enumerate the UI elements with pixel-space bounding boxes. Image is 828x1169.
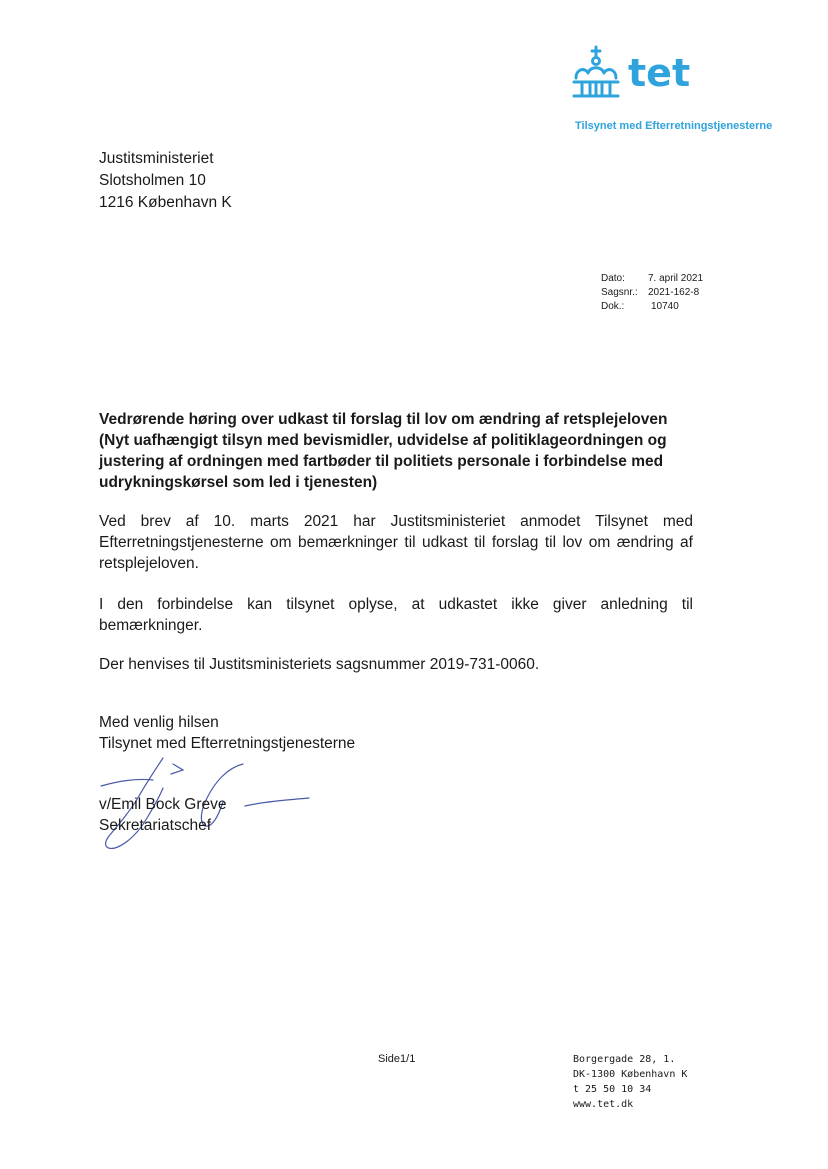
body-paragraph: I den forbindelse kan tilsynet oplyse, at udkastet ikke giver anledning til bemærkninger. <box>99 596 693 634</box>
recipient-address <box>99 148 232 214</box>
footer-city: DK-1300 København K <box>573 1069 688 1080</box>
meta-value: 2021-162-8 <box>648 287 700 298</box>
logo-word: tet <box>628 51 691 95</box>
closing <box>99 712 355 754</box>
meta-label: Dato: <box>601 273 625 284</box>
meta-label: Dok.: <box>601 301 625 312</box>
body-paragraph: Der henvises til Justitsministeriets sagsnummer 2019-731-0060. <box>99 656 540 673</box>
meta-row-case <box>601 286 703 300</box>
signer-name: v/Emil Bock Greve <box>99 796 227 813</box>
signer <box>99 794 226 836</box>
footer-website: www.tet.dk <box>573 1099 634 1110</box>
page-number: Side1/1 <box>378 1053 416 1065</box>
footer-address <box>573 1052 687 1112</box>
body-paragraph: Ved brev af 10. marts 2021 har Justitsministeriet anmodet Tilsynet med Efterretningstjenesterne om bemærkninger til udkast til forslag til lov om ændring af retsplejeloven. <box>99 513 693 572</box>
logo <box>570 44 710 104</box>
closing-organisation: Tilsynet med Efterretningstjenesterne <box>99 735 356 752</box>
meta-row-date <box>601 272 703 286</box>
meta-value: 7. april 2021 <box>648 273 704 284</box>
meta-value: 10740 <box>651 301 679 312</box>
recipient-line: Justitsministeriet <box>99 150 214 167</box>
tagline: Tilsynet med Efterretningstjenesterne <box>575 120 773 132</box>
meta-label: Sagsnr.: <box>601 287 638 298</box>
crown-icon <box>570 44 626 102</box>
footer-street: Borgergade 28, 1. <box>573 1054 676 1065</box>
closing-greeting: Med venlig hilsen <box>99 714 219 731</box>
recipient-line: Slotsholmen 10 <box>99 172 206 189</box>
subject-heading: Vedrørende høring over udkast til forslag til lov om ændring af retsplejeloven (Nyt uafhængigt tilsyn med bevismidler, udvidelse af politiklageordningen og justering af ordningen med fartbøder til politiets personale i forbindelse med udrykningskørsel som led i tjenesten) <box>99 411 668 491</box>
document-meta <box>601 272 703 314</box>
meta-row-doc <box>601 300 703 314</box>
footer-phone: t 25 50 10 34 <box>573 1084 652 1095</box>
recipient-line: 1216 København K <box>99 194 232 211</box>
signer-title: Sekretariatschef <box>99 817 211 834</box>
